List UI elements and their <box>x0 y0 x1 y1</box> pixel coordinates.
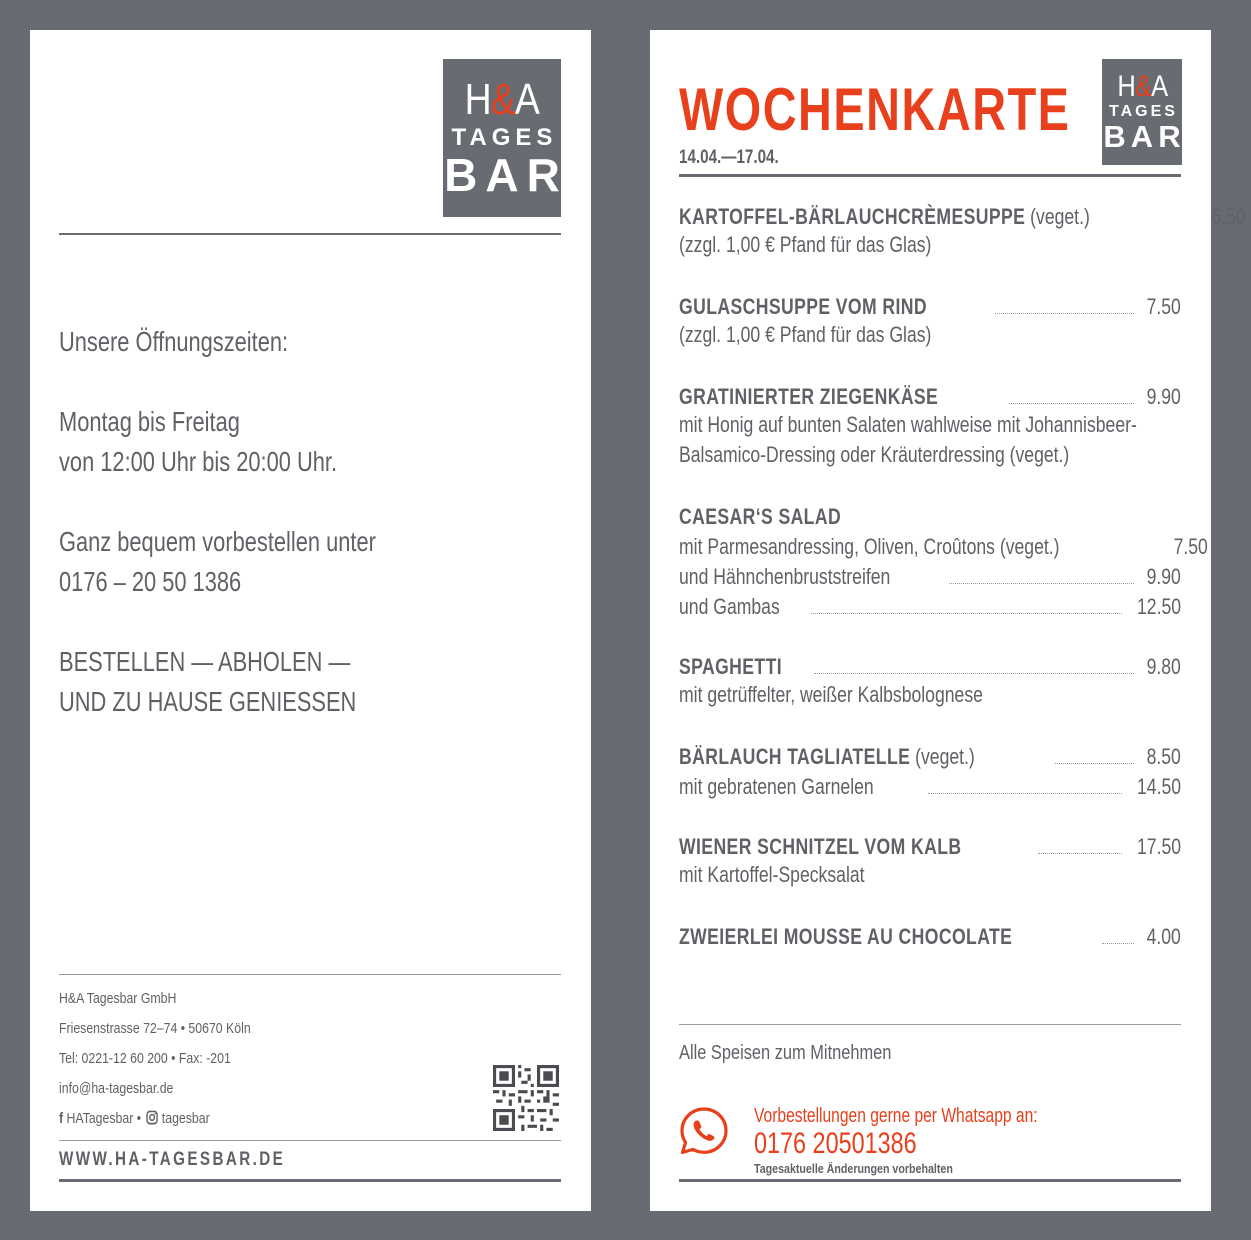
menu-panel <box>650 30 1246 1211</box>
whatsapp-icon[interactable] <box>679 1106 729 1156</box>
instagram-icon <box>146 1110 158 1125</box>
facebook-link[interactable]: HATagesbar • <box>66 1110 142 1127</box>
item-price: 12.50 <box>1136 594 1181 619</box>
info-panel <box>30 30 591 1211</box>
website-top-divider <box>59 1140 561 1141</box>
menu-item-variant: mit Parmesandressing, Oliven, Croûtons (veget.) 7.50 <box>679 534 1208 559</box>
item-price: 6.50 <box>1211 204 1246 229</box>
item-description: mit getrüffelter, weißer Kalbsbolognese <box>679 682 983 707</box>
hours-days: Montag bis Freitag <box>59 406 240 437</box>
menu-item: BÄRLAUCH TAGLIATELLE (veget.) 8.50 <box>679 744 1181 769</box>
hours-heading: Unsere Öffnungszeiten: <box>59 326 289 357</box>
takeaway-divider <box>679 1024 1181 1025</box>
slogan-line-1: BESTELLEN — ABHOLEN — <box>59 646 351 677</box>
footer-divider <box>59 974 561 975</box>
email-link[interactable]: info@ha-tagesbar.de <box>59 1080 174 1097</box>
menu-item: CAESAR‘S SALAD <box>679 504 842 529</box>
hours-time: von 12:00 Uhr bis 20:00 Uhr. <box>59 446 338 477</box>
slogan-line-2: UND ZU HAUSE GENIESSEN <box>59 686 357 717</box>
address: Friesenstrasse 72–74 • 50670 Köln <box>59 1020 251 1037</box>
changes-note: Tagesaktuelle Änderungen vorbehalten <box>754 1161 953 1176</box>
website-link[interactable]: WWW.HA-TAGESBAR.DE <box>59 1149 286 1170</box>
whatsapp-phone[interactable]: 0176 20501386 <box>754 1127 917 1160</box>
phone-fax[interactable]: Tel: 0221-12 60 200 • Fax: -201 <box>59 1050 231 1067</box>
header-divider <box>59 233 561 235</box>
item-price: 14.50 <box>1136 774 1181 799</box>
menu-title: WOCHENKARTE <box>679 76 1071 143</box>
qr-code-icon[interactable] <box>493 1065 559 1131</box>
menu-item-variant: mit gebratenen Garnelen 14.50 <box>679 774 1181 799</box>
social-links <box>59 1110 243 1127</box>
preorder-phone[interactable]: 0176 – 20 50 1386 <box>59 566 242 597</box>
dot-leader <box>1102 943 1135 944</box>
instagram-link[interactable]: tagesbar <box>161 1110 210 1127</box>
facebook-icon: f <box>59 1110 64 1127</box>
dot-leader <box>1038 853 1122 854</box>
dot-leader <box>949 583 1134 584</box>
dot-leader <box>814 673 1134 674</box>
item-description: (zzgl. 1,00 € Pfand für das Glas) <box>679 232 932 257</box>
menu-item: GRATINIERTER ZIEGENKÄSE 9.90 <box>679 384 1181 409</box>
preorder-line: Ganz bequem vorbestellen unter <box>59 526 376 557</box>
item-price: 9.90 <box>1146 564 1181 589</box>
item-description: mit Honig auf bunten Salaten wahlweise mit Johannisbeer- <box>679 412 1137 437</box>
item-price: 9.80 <box>1146 654 1181 679</box>
takeaway-note: Alle Speisen zum Mitnehmen <box>679 1042 892 1064</box>
menu-item: SPAGHETTI 9.80 <box>679 654 1181 679</box>
dot-leader <box>1055 763 1134 764</box>
item-description: (zzgl. 1,00 € Pfand für das Glas) <box>679 322 932 347</box>
whatsapp-prompt: Vorbestellungen gerne per Whatsapp an: <box>754 1105 1038 1127</box>
dot-leader <box>811 613 1122 614</box>
menu-item: KARTOFFEL-BÄRLAUCHCRÈMESUPPE (veget.) 6.50 <box>679 204 1246 229</box>
ha-tagesbar-logo-small: H&A TAGES BAR <box>1102 59 1182 165</box>
menu-item-variant: und Hähnchenbruststreifen 9.90 <box>679 564 1181 589</box>
menu-item: GULASCHSUPPE VOM RIND 7.50 <box>679 294 1181 319</box>
bottom-rule <box>59 1179 561 1182</box>
item-price: 17.50 <box>1136 834 1181 859</box>
item-price: 9.90 <box>1146 384 1181 409</box>
menu-item: ZWEIERLEI MOUSSE AU CHOCOLATE 4.00 <box>679 924 1181 949</box>
dot-leader <box>928 793 1122 794</box>
dot-leader <box>1009 403 1134 404</box>
item-description: mit Kartoffel-Specksalat <box>679 862 865 887</box>
title-divider <box>679 174 1181 177</box>
item-price: 7.50 <box>1173 534 1208 559</box>
menu-dates: 14.04.—17.04. <box>679 147 779 168</box>
item-description: Balsamico-Dressing oder Kräuterdressing (veget.) <box>679 442 1070 467</box>
ha-tagesbar-logo: H&A TAGES BAR <box>443 59 561 217</box>
company-name: H&A Tagesbar GmbH <box>59 990 177 1007</box>
item-price: 8.50 <box>1146 744 1181 769</box>
menu-item-variant: und Gambas 12.50 <box>679 594 1181 619</box>
menu-item: WIENER SCHNITZEL VOM KALB 17.50 <box>679 834 1181 859</box>
item-price: 4.00 <box>1146 924 1181 949</box>
bottom-rule <box>679 1179 1181 1182</box>
dot-leader <box>995 313 1134 314</box>
item-price: 7.50 <box>1146 294 1181 319</box>
